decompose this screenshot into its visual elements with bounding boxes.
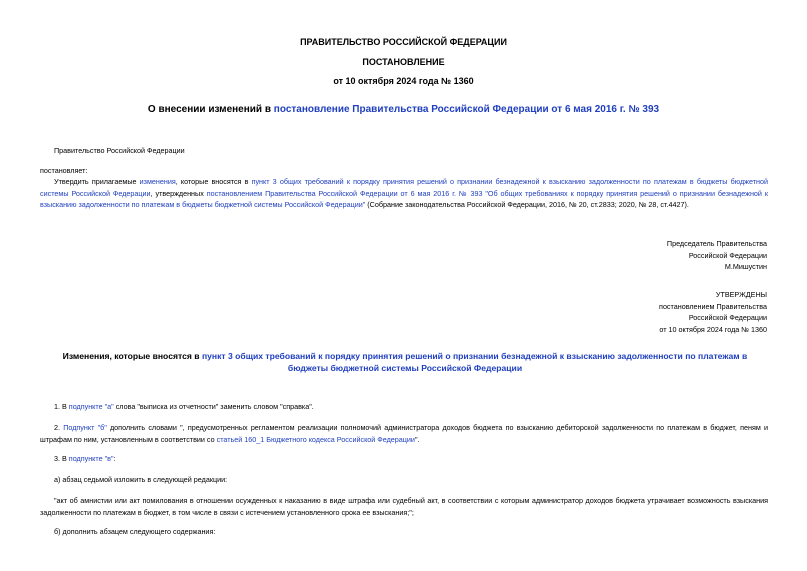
item-text: 1. В	[54, 402, 69, 411]
changes-link[interactable]: изменения	[139, 177, 176, 186]
item-text: слова "выписка из отчетности" заменить словом "справка".	[113, 402, 314, 411]
item-3a: а) абзац седьмой изложить в следующей редакции:	[54, 475, 228, 484]
budget-code-link[interactable]: статьей 160_1 Бюджетного кодекса Российской Федерации	[216, 434, 415, 444]
changes-title-link[interactable]: пункт 3 общих требований к порядку принятия решений о признании безнадежной к взысканию задолженности по платежам в бюджеты бюджетной системы Российской Федерации	[201, 351, 748, 373]
signature-org: Российской Федерации	[688, 250, 767, 260]
item-3a-quote: "акт об амнистии или акт помилования в отношении осужденных к наказанию в виде штрафа или судебный акт, в соответствии с которым администратор доходов бюджета утрачивает возможность взыскания задолженности по платежам в бюджет, в том числе в связи с истечением установленного срока ее взыскания;";	[40, 496, 768, 517]
preamble-text: , утвержденных	[150, 188, 207, 198]
approval-date: от 10 октября 2024 года № 1360	[659, 324, 767, 334]
preamble-text: Утвердить прилагаемые	[54, 177, 140, 186]
requirements-link[interactable]: пункт 3 общих требований к порядку принятия решений о признании безнадежной к взысканию задолженности по платежам в бюджеты бюджетной системы Российской Федерации	[40, 177, 768, 198]
signature-block	[667, 238, 767, 273]
document-title-prefix: О внесении изменений в	[147, 104, 274, 115]
item-3b: б) дополнить абзацем следующего содержания:	[54, 527, 216, 536]
changes-title	[55, 350, 755, 374]
resolution-link[interactable]: постановлением Правительства Российской Федерации от 6 мая 2016 г. № 393 "Об общих требованиях к порядку принятия решений о признании безнадежной к взысканию задолженности по платежам в бюджеты бюджетной системы Российской Федерации"	[40, 188, 768, 209]
changes-title-prefix: Изменения, которые вносятся в	[62, 351, 202, 361]
document-title	[0, 104, 807, 115]
preamble-subject: Правительство Российской Федерации	[54, 146, 185, 155]
item-text: 2.	[54, 423, 64, 432]
preamble-text: , которые вносятся в	[175, 177, 252, 186]
signature-position: Председатель Правительства	[666, 239, 767, 248]
subparagraph-a-link[interactable]: подпункте "а"	[68, 402, 114, 411]
signature-name: М.Мишустин	[724, 262, 767, 271]
approval-block	[659, 289, 767, 335]
preamble-text: (Собрание законодательства Российской Федерации, 2016, № 20, ст.2833; 2020, № 28, ст.4427).	[365, 200, 689, 209]
document-title-link[interactable]: постановление Правительства Российской Федерации от 6 мая 2016 г. № 393	[273, 104, 660, 115]
item-2	[40, 422, 768, 445]
preamble-paragraph	[40, 176, 768, 211]
approval-by: постановлением Правительства	[659, 301, 767, 311]
item-text: ".	[414, 434, 420, 444]
item-text: :	[113, 454, 116, 463]
item-text: 3. В	[54, 454, 69, 463]
doc-type-heading: ПОСТАНОВЛЕНИЕ	[362, 57, 445, 67]
item-3	[54, 453, 116, 465]
approval-label: УТВЕРЖДЕНЫ	[715, 290, 767, 299]
subparagraph-v-link[interactable]: подпункте "в"	[68, 454, 114, 463]
preamble-decree: постановляет:	[40, 166, 88, 175]
item-1	[54, 401, 314, 413]
doc-date-number: от 10 октября 2024 года № 1360	[333, 76, 474, 86]
approval-org: Российской Федерации	[688, 313, 767, 322]
subparagraph-b-link[interactable]: Подпункт "б"	[63, 423, 107, 432]
item-text: дополнить словами ", предусмотренных регламентом реализации полномочий администратора доходов бюджета по взысканию дебиторской задолженности по платежам в бюджет, пеням и штрафам по ним, установленным в соответствии со	[40, 423, 769, 444]
gov-heading: ПРАВИТЕЛЬСТВО РОССИЙСКОЙ ФЕДЕРАЦИИ	[300, 37, 507, 47]
